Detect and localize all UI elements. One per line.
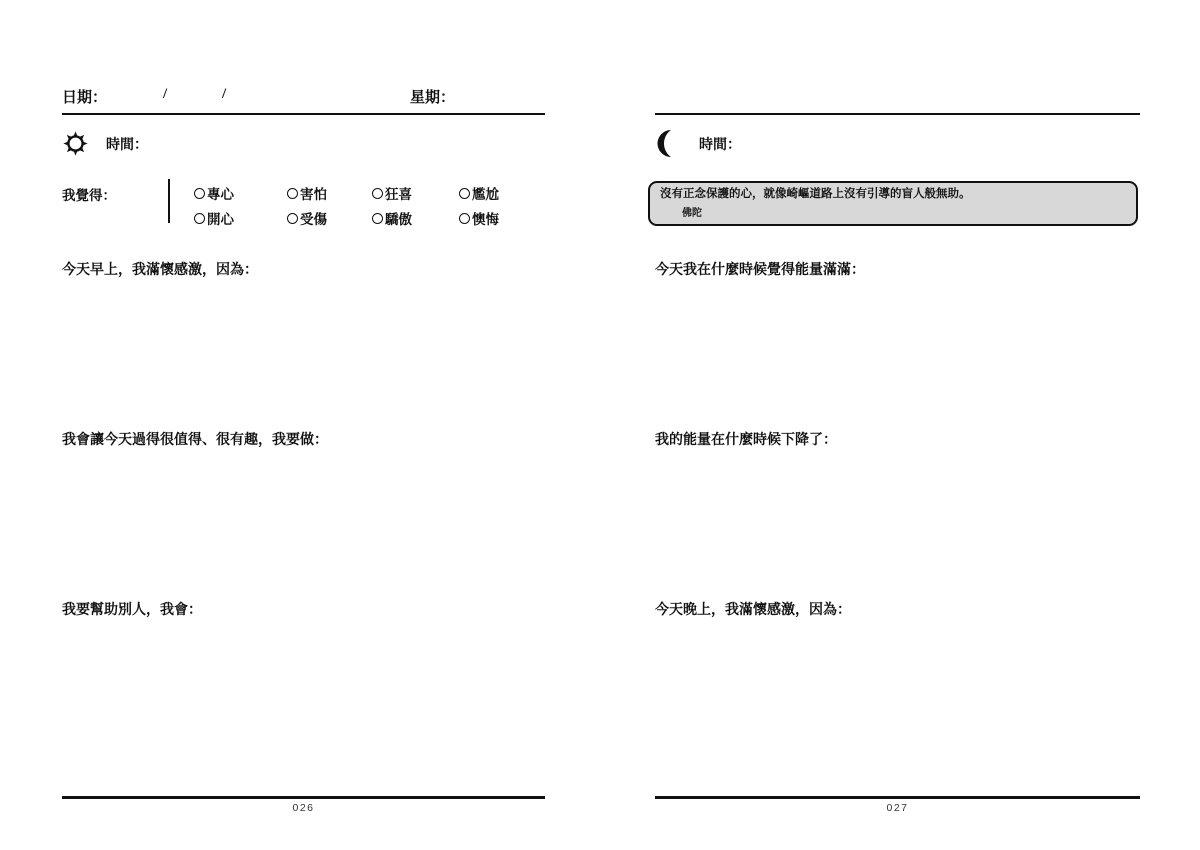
radio-circle-icon[interactable] bbox=[372, 213, 383, 224]
date-header-row bbox=[62, 86, 545, 108]
writing-area[interactable] bbox=[62, 285, 545, 420]
moon-icon bbox=[655, 127, 685, 159]
footer-rule bbox=[655, 796, 1140, 799]
prompt-evening-gratitude: 今天晚上，我滿懷感激，因為： bbox=[655, 603, 851, 618]
radio-circle-icon[interactable] bbox=[459, 188, 470, 199]
feeling-label: 害怕 bbox=[300, 187, 327, 202]
writing-area[interactable] bbox=[62, 625, 545, 760]
feeling-option[interactable] bbox=[287, 208, 372, 228]
feelings-label: 我覺得： bbox=[62, 188, 116, 203]
header-rule bbox=[62, 113, 545, 115]
feeling-label: 開心 bbox=[207, 212, 234, 227]
prompt-make-today-worthwhile: 我會讓今天過得很值得、很有趣，我要做： bbox=[62, 433, 328, 448]
header-rule bbox=[655, 113, 1140, 115]
feeling-option[interactable] bbox=[194, 208, 287, 228]
feeling-option[interactable] bbox=[459, 208, 543, 228]
radio-circle-icon[interactable] bbox=[372, 188, 383, 199]
sun-icon bbox=[62, 127, 92, 159]
radio-circle-icon[interactable] bbox=[194, 188, 205, 199]
weekday-label: 星期： bbox=[410, 90, 456, 106]
feeling-option[interactable] bbox=[459, 183, 543, 203]
feeling-label: 受傷 bbox=[300, 212, 327, 227]
radio-circle-icon[interactable] bbox=[287, 188, 298, 199]
feeling-option[interactable] bbox=[372, 208, 459, 228]
feelings-divider bbox=[168, 179, 170, 223]
feeling-label: 驕傲 bbox=[385, 212, 412, 227]
journal-page-morning bbox=[62, 0, 545, 850]
radio-circle-icon[interactable] bbox=[459, 213, 470, 224]
radio-circle-icon[interactable] bbox=[287, 213, 298, 224]
prompt-energy-dropped: 我的能量在什麼時候下降了： bbox=[655, 433, 837, 448]
time-label: 時間： bbox=[699, 138, 741, 153]
feeling-label: 專心 bbox=[207, 187, 234, 202]
page-number: 026 bbox=[292, 802, 315, 814]
footer-rule bbox=[62, 796, 545, 799]
radio-circle-icon[interactable] bbox=[194, 213, 205, 224]
writing-area[interactable] bbox=[655, 625, 1140, 760]
feeling-label: 尷尬 bbox=[472, 187, 499, 202]
quote-box bbox=[648, 181, 1138, 226]
feeling-option[interactable] bbox=[372, 183, 459, 203]
writing-area[interactable] bbox=[62, 455, 545, 590]
date-slash: / bbox=[163, 86, 168, 102]
feeling-option[interactable] bbox=[287, 183, 372, 203]
writing-area[interactable] bbox=[655, 455, 1140, 590]
prompt-morning-gratitude: 今天早上，我滿懷感激，因為： bbox=[62, 263, 258, 278]
quote-author: 佛陀 bbox=[682, 207, 702, 219]
time-label: 時間： bbox=[106, 138, 148, 153]
feeling-option[interactable] bbox=[194, 183, 287, 203]
prompt-energy-high: 今天我在什麼時候覺得能量滿滿： bbox=[655, 263, 865, 278]
feeling-label: 狂喜 bbox=[385, 187, 412, 202]
date-label: 日期： bbox=[62, 90, 108, 106]
feeling-label: 懊悔 bbox=[472, 212, 499, 227]
prompt-help-others: 我要幫助別人，我會： bbox=[62, 603, 202, 618]
quote-text: 沒有正念保護的心，就像崎嶇道路上沒有引導的盲人般無助。 bbox=[660, 188, 971, 200]
date-slash: / bbox=[222, 86, 227, 102]
page-number: 027 bbox=[886, 802, 909, 814]
journal-page-evening bbox=[655, 0, 1140, 850]
feelings-options bbox=[194, 183, 543, 228]
writing-area[interactable] bbox=[655, 285, 1140, 420]
